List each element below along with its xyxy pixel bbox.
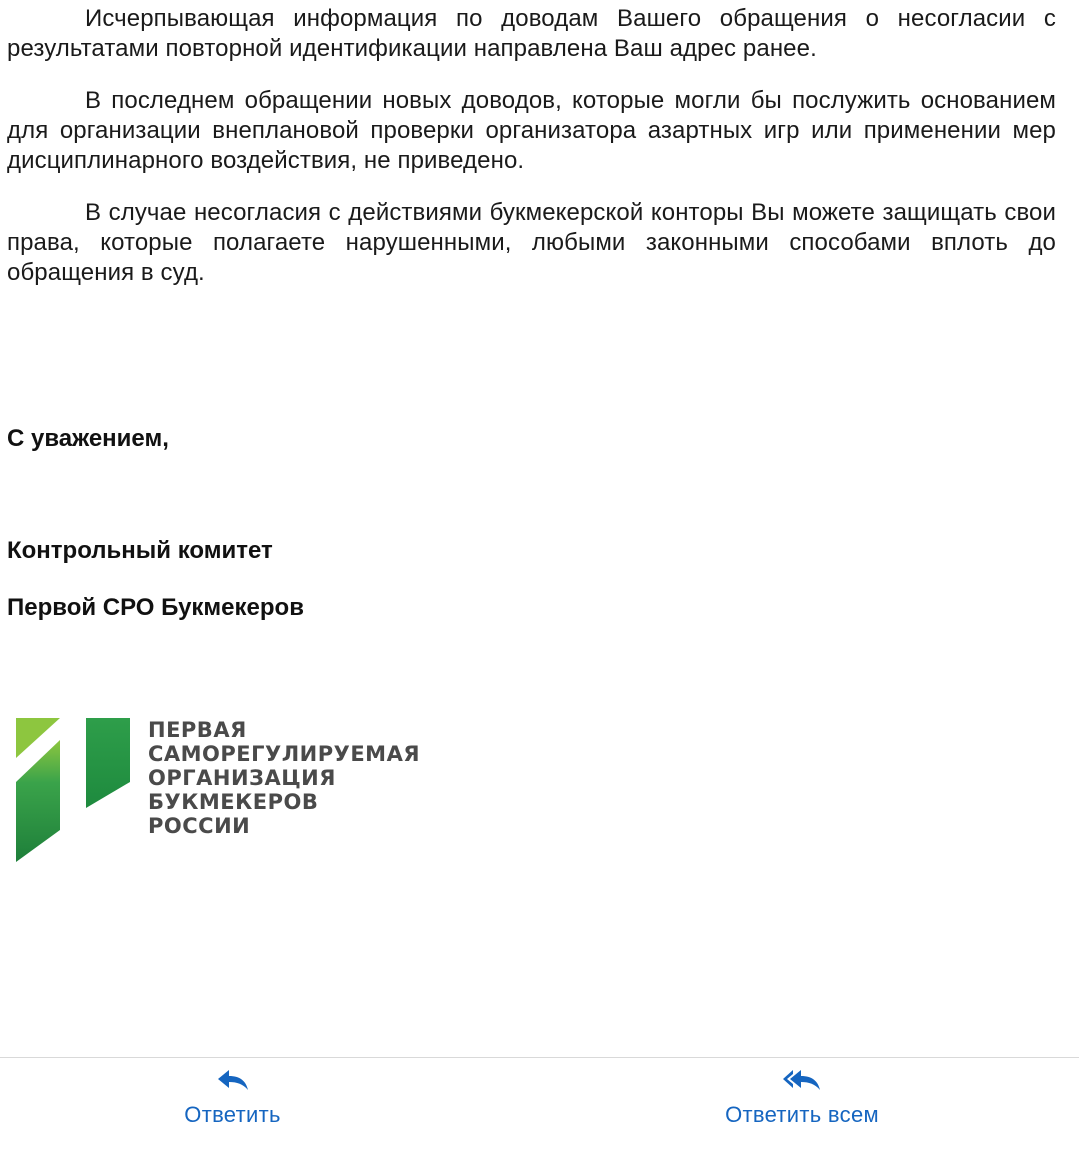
reply-action-bar xyxy=(0,1057,1079,1156)
email-body xyxy=(7,4,1056,310)
reply-all-label: Ответить всем xyxy=(725,1102,879,1127)
logo-mark-icon xyxy=(12,712,136,864)
reply-all-button[interactable] xyxy=(682,1058,922,1156)
signature-organization: Первой СРО Букмекеров xyxy=(7,594,304,621)
logo-text xyxy=(148,718,420,838)
logo-line: БУКМЕКЕРОВ xyxy=(148,790,319,814)
email-paragraph-2: В последнем обращении новых доводов, которые могли бы послужить основанием для организации внеплановой проверки организатора азартных игр или применении мер дисциплинарного воздействия, не приведено. xyxy=(7,87,1056,174)
reply-label: Ответить xyxy=(184,1102,281,1127)
logo-line: ОРГАНИЗАЦИЯ xyxy=(148,766,336,790)
reply-button[interactable] xyxy=(120,1058,345,1156)
reply-icon xyxy=(216,1067,250,1093)
organization-logo xyxy=(12,712,432,872)
logo-line: САМОРЕГУЛИРУЕМАЯ xyxy=(148,742,420,766)
email-closing: С уважением, xyxy=(7,425,169,452)
reply-all-icon xyxy=(782,1067,822,1093)
email-paragraph-3: В случае несогласия с действиями букмекерской конторы Вы можете защищать свои права, которые полагаете нарушенными, любыми законными способами вплоть до обращения в суд. xyxy=(7,199,1056,286)
logo-line: ПЕРВАЯ xyxy=(148,718,247,742)
logo-line: РОССИИ xyxy=(148,814,251,838)
signature-committee: Контрольный комитет xyxy=(7,537,273,564)
email-paragraph-1: Исчерпывающая информация по доводам Вашего обращения о несогласии с результатами повторной идентификации направлена Ваш адрес ранее. xyxy=(7,5,1056,62)
